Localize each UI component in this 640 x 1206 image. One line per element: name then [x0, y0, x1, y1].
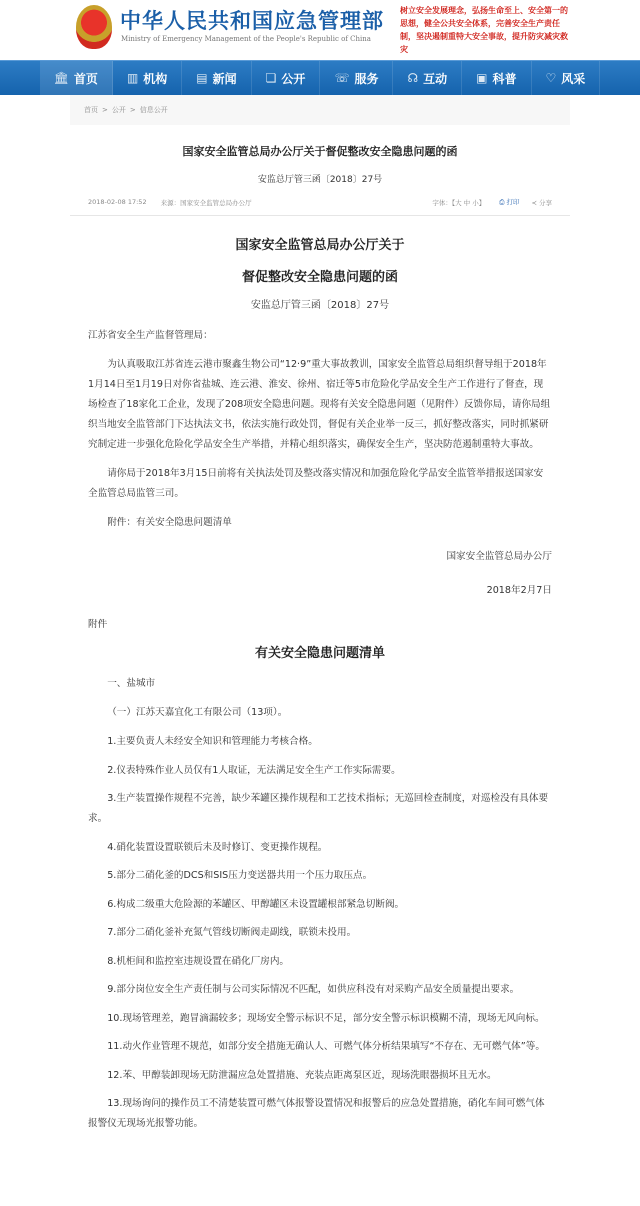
issue-item: 1.主要负责人未经安全知识和管理能力考核合格。	[107, 736, 318, 747]
addressee: 江苏省安全生产监督管理局：	[88, 330, 213, 341]
nav-label: 科普	[492, 71, 517, 86]
share-button[interactable]	[531, 198, 552, 207]
company-heading: （一）江苏天嘉宜化工有限公司（13项）。	[107, 707, 288, 718]
article-title: 国家安全监管总局办公厅关于督促整改安全隐患问题的函	[182, 145, 458, 158]
nav-news[interactable]	[182, 61, 251, 95]
nav-label: 风采	[561, 71, 586, 86]
issue-item: 10.现场管理差，跑冒滴漏较多；现场安全警示标识不足，部分安全警示标识模糊不清，现场无风向标。	[107, 1012, 545, 1024]
site-title[interactable]: 中华人民共和国应急管理部	[120, 9, 384, 33]
signer: 国家安全监管总局办公厅	[446, 551, 552, 562]
breadcrumb	[70, 95, 570, 125]
printer-icon: ⎙	[499, 198, 507, 206]
issue-item: 6.构成二级重大危险源的苯罐区、甲醇罐区未设置罐根部紧急切断阀。	[107, 898, 405, 910]
share-label: 分享	[539, 198, 552, 207]
nav-org[interactable]	[113, 61, 182, 95]
news-icon: ▤	[196, 71, 208, 85]
article-page	[70, 95, 570, 1134]
doc-title-line1: 国家安全监管总局办公厅关于	[235, 238, 405, 253]
article-meta	[70, 197, 570, 216]
share-icon: ≺	[531, 198, 539, 207]
issue-item: 8.机柜间和监控室违规设置在硝化厂房内。	[107, 955, 290, 967]
nav-style[interactable]	[532, 61, 601, 95]
font-size-control[interactable]: 字体：【大 中 小】	[432, 198, 486, 207]
interact-icon: ☊	[407, 71, 419, 85]
doc-number: 安监总厅管三函〔2018〕27号	[250, 300, 390, 311]
nav-label: 机构	[143, 71, 168, 86]
service-icon: ☏	[334, 71, 350, 85]
slogan: 树立安全发展理念，弘扬生命至上、安全第一的思想，健全公共安全体系，完善安全生产责任制，坚决遏制重特大安全事故，提升防灾减灾救灾	[400, 6, 568, 54]
issue-item: 3.生产装置操作规程不完善，缺少苯罐区操作规程和工艺技术指标；无巡回检查制度，对巡检没有具体要求。	[88, 793, 549, 824]
nav-science[interactable]	[462, 61, 531, 95]
issue-item: 11.动火作业管理不规范，如部分安全措施无确认人、可燃气体分析结果填写“不存在、无可燃气体”等。	[107, 1041, 545, 1052]
site-header	[0, 0, 640, 60]
paragraph: 请你局于2018年3月15日前将有关执法处罚及整改落实情况和加强危险化学品安全监管举措报送国家安全监管总局监管三司。	[88, 468, 544, 499]
issue-list	[88, 732, 552, 1134]
annex-label: 附件	[88, 619, 108, 630]
nav-label: 公开	[281, 71, 306, 86]
issue-item: 5.部分二硝化釜的DCS和SIS压力变送器共用一个压力取压点。	[107, 870, 373, 881]
nav-label: 首页	[73, 71, 98, 86]
issue-item: 12.苯、甲醇装卸现场无防泄漏应急处置措施、充装点距离泵区近，现场洗眼器损坏且无水。	[107, 1069, 497, 1081]
sign-date: 2018年2月7日	[486, 585, 552, 596]
section-heading: 一、盐城市	[107, 678, 156, 689]
document-icon: ❏	[265, 71, 277, 85]
badge-icon: ♡	[545, 71, 557, 85]
site-subtitle: Ministry of Emergency Management of the People's Republic of China	[121, 35, 371, 43]
issue-item: 9.部分岗位安全生产责任制与公司实际情况不匹配，如供应科没有对采购产品安全质量提出要求。	[107, 984, 520, 995]
nav-label: 新闻	[212, 71, 237, 86]
article-doc-number: 安监总厅管三函〔2018〕27号	[257, 175, 383, 185]
building-icon: ▥	[126, 71, 139, 85]
home-icon: 🏛	[53, 71, 69, 85]
print-button[interactable]	[499, 197, 519, 207]
nav-label: 服务	[354, 71, 379, 86]
issue-item: 7.部分二硝化釜补充氮气管线切断阀走副线，联锁未投用。	[107, 927, 357, 938]
publish-date: 2018-02-08 17:52	[88, 198, 147, 206]
issue-item: 13.现场询问的操作员工不清楚装置可燃气体报警设置情况和报警后的应急处置措施，硝化车间可燃气体报警仪无现场光报警功能。	[88, 1098, 545, 1129]
annex-title: 有关安全隐患问题清单	[254, 646, 385, 661]
national-emblem-icon	[76, 5, 112, 49]
breadcrumb-sep: >	[102, 106, 108, 114]
breadcrumb-home[interactable]: 首页	[84, 106, 98, 114]
nav-home[interactable]	[40, 61, 113, 95]
monitor-icon: ▣	[476, 71, 488, 85]
nav-label: 互动	[423, 71, 448, 86]
breadcrumb-public[interactable]: 公开	[111, 106, 126, 114]
issue-item: 4.硝化装置设置联锁后未及时修订、变更操作规程。	[107, 841, 328, 853]
source: 来源：国家安全监管总局办公厅	[160, 198, 252, 207]
breadcrumb-sep: >	[129, 106, 136, 114]
breadcrumb-info[interactable]: 信息公开	[139, 106, 168, 114]
nav-public[interactable]	[252, 61, 321, 95]
attachment-note: 附件：有关安全隐患问题清单	[107, 517, 232, 528]
document-body	[70, 216, 570, 1134]
nav-service[interactable]	[320, 61, 393, 95]
print-label: 打印	[506, 198, 520, 206]
main-nav	[0, 60, 640, 95]
nav-interact[interactable]	[393, 61, 462, 95]
paragraph: 为认真吸取江苏省连云港市聚鑫生物公司“12·9”重大事故教训，国家安全监管总局组织督导组于2018年1月14日至1月19日对你省盐城、连云港、淮安、徐州、宿迁等5市危险化学品安全生产工作进行了督查，现场检查了18家化工企业，发现了208项安全隐患问题。现将有关安全隐患问题（见附件）反馈你局，请你局组织当地安全监管部门下达执法文书，依法实施行政处罚，督促有关企业举一反三，抓好整改落实，同时抓紧研究制定进一步强化危险化学品安全生产举措，并精心组织落实，确保安全生产，坚决防范遏制重特大事故。	[88, 359, 551, 450]
issue-item: 2.仪表特殊作业人员仅有1人取证，无法满足安全生产工作实际需要。	[107, 764, 401, 776]
doc-title-line2: 督促整改安全隐患问题的函	[241, 270, 398, 285]
